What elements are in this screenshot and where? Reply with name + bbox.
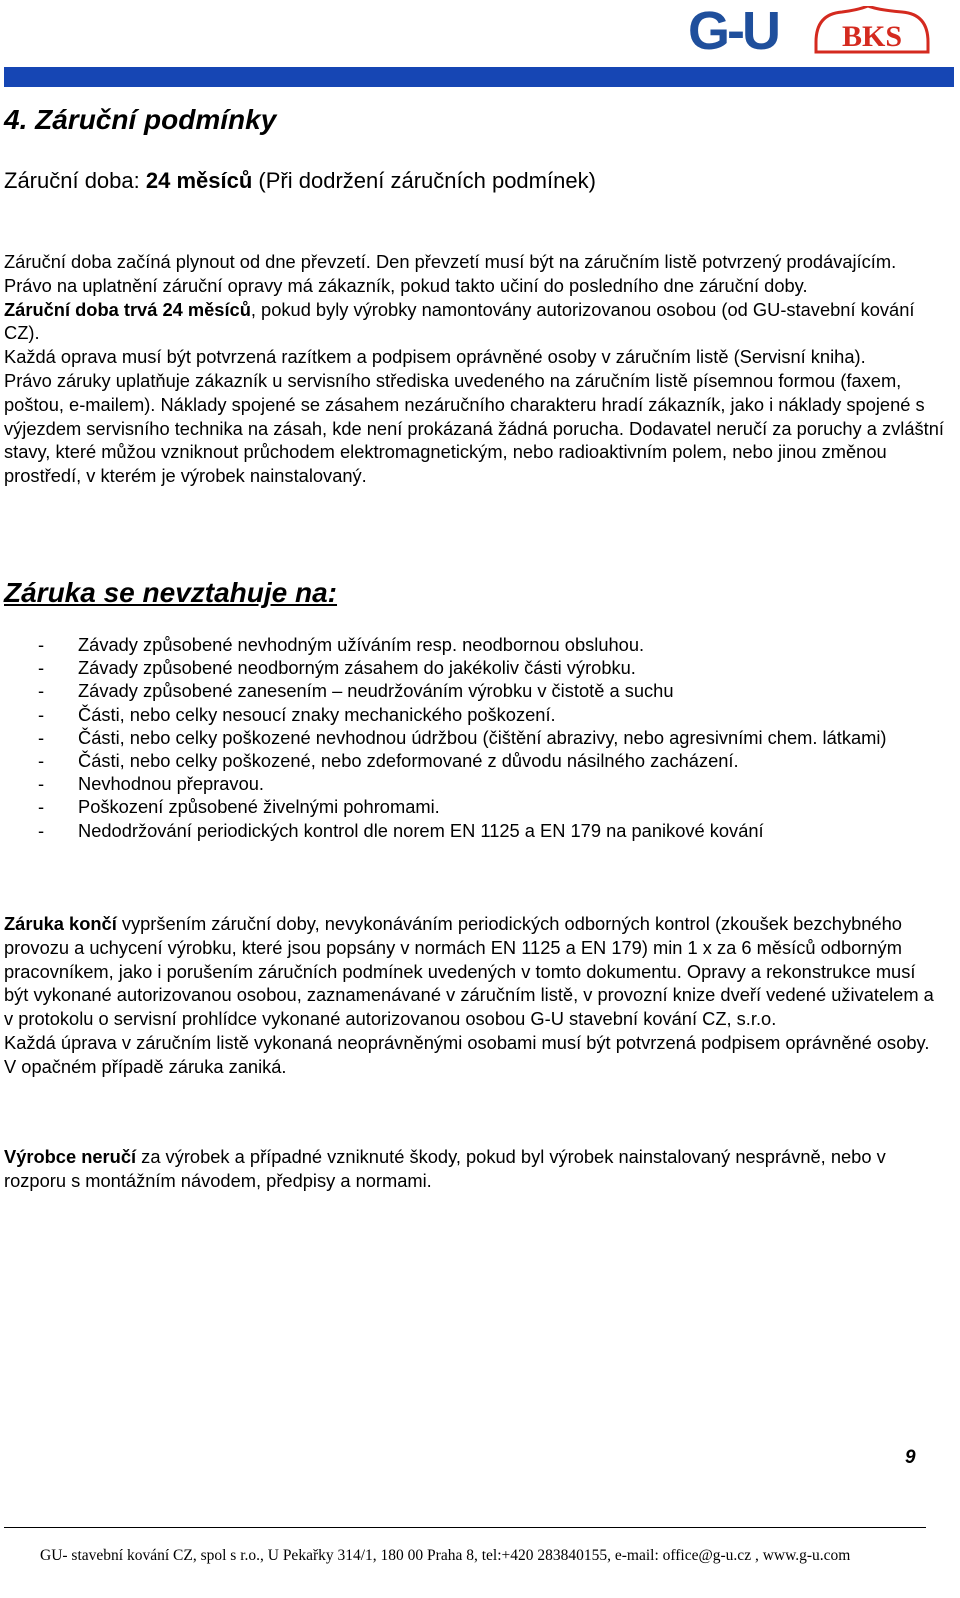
list-item xyxy=(4,772,944,795)
intro-paragraph-2-bold: Záruční doba trvá 24 měsíců xyxy=(4,298,251,320)
termination-text: vypršením záruční doby, nevykonáváním periodických odborných kontrol (zkoušek bezchybného provozu a uchycení výrobku, které jsou popsány v normách EN 1125 a EN 179) min 1 x za 6 měsíců odborným pracovníkem, jako i porušením záručních podmínek uvedených v tomto dokumentu. Opravy a rekonstrukce musí být vykonané autorizovanou osobou, zaznamenávané v záručním listě, v provozní knize dveří vedené uživatelem a v protokolu o servisní prohlídce vykonané autorizovanou osobou G-U stavební kování CZ, s.r.o. xyxy=(4,913,934,1030)
list-item xyxy=(4,633,944,656)
footer-divider xyxy=(4,1527,926,1528)
list-dash: - xyxy=(38,634,45,655)
list-item xyxy=(4,656,944,679)
list-item-text: Části, nebo celky poškozené, nebo zdeformované z důvodu násilného zacházení. xyxy=(78,750,739,772)
page-title: 4. Záruční podmínky xyxy=(4,104,277,135)
list-item-text: Závady způsobené neodborným zásahem do jakékoliv části výrobku. xyxy=(78,657,636,679)
manufacturer-paragraph xyxy=(4,1145,944,1193)
intro-paragraph-3: Každá oprava musí být potvrzená razítkem a podpisem oprávněné osoby v záručním listě (Servisní kniha). xyxy=(4,346,866,368)
list-item-text: Závady způsobené zanesením – neudržováním výrobku v čistotě a suchu xyxy=(78,680,674,702)
manufacturer-text: za výrobek a případné vzniknuté škody, pokud byl výrobek nainstalovaný nesprávně, nebo v rozporu s montážním návodem, předpisy a normami. xyxy=(4,1146,886,1191)
intro-paragraph-4: Právo záruky uplatňuje zákazník u servisního střediska uvedeného na záručním listě písemnou formou (faxem, poštou, e-mailem). Náklady spojené se zásahem nezáručního charakteru hradí zákazník, jako i náklady spojené s výjezdem servisního technika na zásah, kde není prokázaná žádná porucha. Dodavatel neručí za poruchy a zvláštní stavy, které můžou vzniknout průchodem elektromagnetickým, nebo radioaktivním polem, nebo jinou změnou prostředí, v kterém je výrobek nainstalovaný. xyxy=(4,369,945,487)
termination-paragraph-2: Každá úprava v záručním listě vykonaná neoprávněnými osobami musí být potvrzená podpisem oprávněné osoby. V opačném případě záruka zaniká. xyxy=(4,1031,930,1077)
termination-section xyxy=(4,912,944,1079)
list-item xyxy=(4,679,944,702)
warranty-label: Záruční doba: xyxy=(4,168,140,193)
page-number: 9 xyxy=(905,1447,916,1468)
list-item xyxy=(4,703,944,726)
exclusions-title: Záruka se nevztahuje na: xyxy=(4,577,338,608)
list-item xyxy=(4,819,944,842)
list-item-text: Nedodržování periodických kontrol dle norem EN 1125 a EN 179 na panikové kování xyxy=(78,819,764,841)
intro-paragraph-2-text: , pokud byly výrobky namontovány autorizovanou osobou (od GU-stavební kování CZ). xyxy=(4,298,915,344)
list-dash: - xyxy=(38,750,45,772)
list-item-text: Části, nebo celky nesoucí znaky mechanického poškození. xyxy=(78,703,556,725)
termination-paragraph-1 xyxy=(4,912,944,1031)
warranty-value: 24 měsíců xyxy=(145,168,253,193)
list-dash: - xyxy=(38,657,45,679)
list-dash: - xyxy=(38,796,45,818)
warranty-period xyxy=(4,167,596,195)
list-dash: - xyxy=(38,680,45,702)
footer-text: GU- stavební kování CZ, spol s r.o., U Pekařky 314/1, 180 00 Praha 8, tel:+420 283840155, e-mail: office@g-u.cz , www.g-u.com xyxy=(40,1547,851,1564)
header-bar xyxy=(4,67,954,87)
bks-logo xyxy=(812,6,932,56)
list-item-text: Závady způsobené nevhodným užíváním resp. neodbornou obsluhou. xyxy=(78,634,645,655)
manufacturer-bold: Výrobce neručí xyxy=(4,1146,137,1167)
list-dash: - xyxy=(38,726,45,748)
brand-logos xyxy=(688,2,944,60)
list-item xyxy=(4,749,944,772)
exclusions-list xyxy=(4,633,944,842)
list-dash: - xyxy=(38,703,45,725)
intro-section xyxy=(4,250,944,488)
bks-logo-text: BKS xyxy=(841,20,903,53)
list-item xyxy=(4,795,944,818)
list-dash: - xyxy=(38,819,45,841)
list-item-text: Nevhodnou přepravou. xyxy=(78,773,264,795)
manufacturer-section xyxy=(4,1145,944,1193)
intro-paragraph-2 xyxy=(4,298,944,346)
list-item-text: Části, nebo celky poškozené nevhodnou údržbou (čištění abrazivy, nebo agresivními chem. látkami) xyxy=(78,726,887,748)
intro-paragraph-1: Záruční doba začíná plynout od dne převzetí. Den převzetí musí být na záručním listě potvrzený prodávajícím. Právo na uplatnění záruční opravy má zákazník, pokud takto učiní do posledního dne záruční doby. xyxy=(4,251,897,296)
warranty-note: (Při dodržení záručních podmínek) xyxy=(258,168,596,193)
list-item-text: Poškození způsobené živelnými pohromami. xyxy=(78,796,440,818)
termination-bold: Záruka končí xyxy=(4,913,117,934)
list-item xyxy=(4,726,944,749)
gu-logo: G-U xyxy=(688,1,778,61)
list-dash: - xyxy=(38,773,45,795)
